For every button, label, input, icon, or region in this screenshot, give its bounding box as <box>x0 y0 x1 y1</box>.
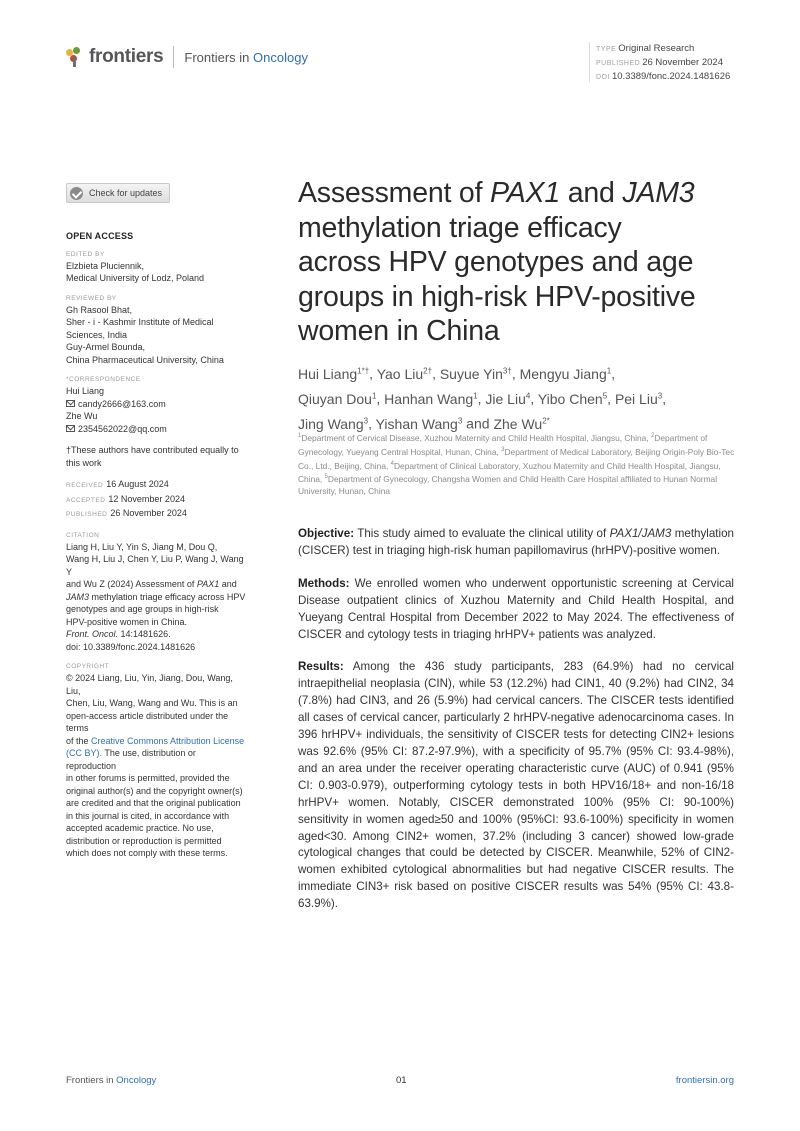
checkmark-icon <box>70 187 83 200</box>
copyright-line: accepted academic practice. No use, <box>66 823 214 833</box>
reviewed-by-label: REVIEWED BY <box>66 294 117 302</box>
editor-line: Medical University of Lodz, Poland <box>66 273 205 283</box>
journal-name: Frontiers in Oncology <box>184 49 308 65</box>
copyright-line: open-access article distributed under the terms <box>66 710 229 733</box>
copyright-line: original author(s) and the copyright owner(s) <box>66 785 243 796</box>
author[interactable]: Hanhan Wang$^1$ <box>384 390 478 407</box>
equal-contribution-note: †These authors have contributed equally to this work <box>66 445 239 468</box>
cc-by-link[interactable]: (CC BY). <box>66 748 102 758</box>
correspondent-email[interactable]: 2354562022@qq.com <box>66 423 246 436</box>
citation-line: Wang H, Liu J, Chen Y, Liu P, Wang J, Wang Y <box>66 554 244 577</box>
article-dates <box>66 478 246 522</box>
reviewer-line: Sciences, India <box>66 329 128 340</box>
meta-divider <box>589 42 590 82</box>
citation-line: HPV-positive women in China. <box>66 616 188 627</box>
copyright-line: Chen, Liu, Wang, Wang and Wu. This is an <box>66 698 238 708</box>
correspondent-name: Hui Liang <box>66 386 105 396</box>
affiliations: $^1$Department of Cervical Disease, Xuzhou Maternity and Child Health Hospital, Jiangsu, China, $^2$Department of Gynecology, Yueyang Central Hospital, Hunan, China, $^3$Department of Medical Laboratory, Beijing Origin-Poly Bio-Tec Co., Ltd., Beijing, China, $^4$Department of Clinical Laboratory, Xuzhou Maternity and Child Health Hospital, Jiangsu, China, $^5$Department of Gynecology, Changsha Women and Child Health Care Hospital affiliated to Hunan Normal University, Hunan, China <box>298 432 735 497</box>
footer-site-link[interactable]: frontiersin.org <box>675 1075 734 1086</box>
article-title: Assessment of PAX1 and JAM3 methylation triage efficacy across HPV genotypes and age groups in high-risk HPV-positive women in China <box>298 177 696 347</box>
envelope-icon <box>66 425 75 432</box>
author[interactable]: Jing Wang$^3$ <box>298 415 369 432</box>
received-date: RECEIVED 16 August 2024 <box>66 479 169 489</box>
author[interactable]: Hui Liang$^{1*\dagger}$ <box>298 365 370 382</box>
author[interactable]: Yibo Chen$^5$ <box>537 390 608 407</box>
correspondence-label: *CORRESPONDENCE <box>66 376 141 383</box>
article-type: TYPE Original Research <box>596 43 695 54</box>
logo-divider <box>173 46 174 68</box>
correspondent-email[interactable]: candy2666@163.com <box>66 398 246 411</box>
author-list: Hui Liang$^{1*\dagger}$, Yao Liu$^{2\dagger}$, Suyue Yin$^{3\dagger}$, Mengyu Jiang$^1$, Qiuyan Dou$^1$, Hanhan Wang$^1$, Jie Liu$^4$, Yibo Chen$^5$, Pei Liu$^3$, Jing Wang$^3$, Yishan Wang$^3$ and Zhe $Wu^{2*}$ <box>298 365 667 432</box>
page-number: 01 <box>396 1075 407 1086</box>
copyright-line: of the Creative Commons Attribution License <box>66 735 245 746</box>
reviewer-line: China Pharmaceutical University, China <box>66 354 224 365</box>
copyright-line: in other forums is permitted, provided the <box>66 773 230 783</box>
abstract-results: Results: Among the 436 study participants, 283 (64.9%) had no cervical intraepithelial neoplasia (CIN), while 53 (12.2%) had CIN1, 40 (9.2%) had CIN2, 34 (7.8%) had CIN3, and 26 (5.9%) had cervical cancers. The CISCER tests identified all cases of cervical cancer, particularly 2 hrHPV-negative adenocarcinoma cases. In 396 hrHPV+ individuals, the sensitivity of CISCER tests for detecting CIN2+ lesions was 92.6% (95% CI: 87.2-97.9%), with a specificity of 95.7% (95% CI: 93.4-98%), and an area under the receiver operating characteristic curve (AUC) of 0.941 (95% CI: 0.903-0.979), outperforming cytology tests in both HPV16/18+ and non-16/18 hrHPV+ women. Notably, CISCER demonstrated 100% (95% CI: 90-100%) sensitivity in women aged≥50 and 100% (95%CI: 93.6-100%) specificity in women aged<30. Among CIN2+ women, 37.2% (including 3 cancer) showed low-grade cytological changes that could be detected by CISCER. Meanwhile, 52% of CIN2- women exhibited cytological abnormalities but had negative CISCER results. The immediate CIN3+ risk based on positive CISCER results was 54% (95% CI: 43.8-63.9%). <box>298 660 734 911</box>
copyright-label: COPYRIGHT <box>66 663 110 670</box>
edited-by-label: EDITED BY <box>66 250 105 258</box>
citation-line: Front. Oncol. 14:1481626. <box>66 629 171 639</box>
copyright-line: (CC BY). The use, distribution or reproduction <box>66 748 196 771</box>
citation-line: JAM3 methylation triage efficacy across HPV <box>66 591 246 602</box>
abstract-methods: Methods: We enrolled women who underwent opportunistic screening at Cervical Disease outpatient clinics of Xuzhou Maternity and Child Health Hospital, and Yueyang Central Hospital from December 2022 to May 2024. The effectiveness of CISCER and cytology tests in triaging hrHPV+ patients was analyzed. <box>298 576 734 641</box>
abstract <box>298 526 734 929</box>
citation-doi[interactable]: doi: 10.3389/fonc.2024.1481626 <box>66 641 196 652</box>
reviewer-line: Guy-Armel Bounda, <box>66 342 146 352</box>
citation-line: and Wu Z (2024) Assessment of PAX1 and <box>66 579 237 589</box>
footer-journal[interactable]: Frontiers in Oncology <box>66 1075 157 1086</box>
author[interactable]: Qiuyan Dou$^1$ <box>298 390 377 407</box>
editor-line: Elzbieta Pluciennik, <box>66 260 145 271</box>
reviewer-line: Gh Rasool Bhat, <box>66 304 133 315</box>
accepted-date: ACCEPTED 12 November 2024 <box>66 493 185 504</box>
abstract-objective: Objective: This study aimed to evaluate the clinical utility of PAX1/JAM3 methylation (CISCER) test in triaging high-risk human papillomavirus (hrHPV)-positive women. <box>298 527 734 557</box>
copyright-line: © 2024 Liang, Liu, Yin, Jiang, Dou, Wang, Liu, <box>66 673 233 696</box>
author[interactable]: Mengyu Jiang$^1$ <box>519 365 612 382</box>
citation-line: Liang H, Liu Y, Yin S, Jiang M, Dou Q, <box>66 541 218 552</box>
copyright-line: are credited and that the original publication <box>66 798 241 808</box>
article-sidebar <box>66 183 246 860</box>
author[interactable]: Suyue Yin$^{3\dagger}$ <box>439 365 512 382</box>
copyright-line: which does not comply with these terms. <box>66 848 228 858</box>
article-doi[interactable]: DOI 10.3389/fonc.2024.1481626 <box>596 71 731 82</box>
copyright-line: distribution or reproduction is permitted <box>66 835 222 846</box>
author[interactable]: Jie Liu$^4$ <box>485 390 531 407</box>
author[interactable]: Pei Liu$^3$ <box>614 390 663 407</box>
published-date: PUBLISHED 26 November 2024 <box>66 508 187 518</box>
copyright-line: in this journal is cited, in accordance with <box>66 810 230 821</box>
author[interactable]: Yishan Wang$^3$ <box>375 415 463 432</box>
citation-line: genotypes and age groups in high-risk <box>66 604 219 614</box>
article-published: PUBLISHED 26 November 2024 <box>596 57 723 68</box>
frontiers-logo-icon <box>66 47 84 67</box>
page-header <box>66 42 730 82</box>
logo-wordmark: frontiers <box>89 46 164 67</box>
license-link[interactable]: Creative Commons Attribution License <box>91 735 245 746</box>
reviewer-line: Sher - i - Kashmir Institute of Medical <box>66 317 214 327</box>
author[interactable]: Yao Liu$^{2\dagger}$ <box>376 365 433 382</box>
journal-logo[interactable] <box>66 46 308 68</box>
article-meta <box>596 42 730 84</box>
citation-label: CITATION <box>66 531 100 539</box>
correspondent-name: Zhe Wu <box>66 411 98 421</box>
envelope-icon <box>66 400 75 407</box>
open-access-label: OPEN ACCESS <box>66 231 134 241</box>
check-for-updates-button[interactable]: Check for updates <box>66 183 170 203</box>
author[interactable]: Zhe $Wu^{2*}$ <box>493 415 550 432</box>
